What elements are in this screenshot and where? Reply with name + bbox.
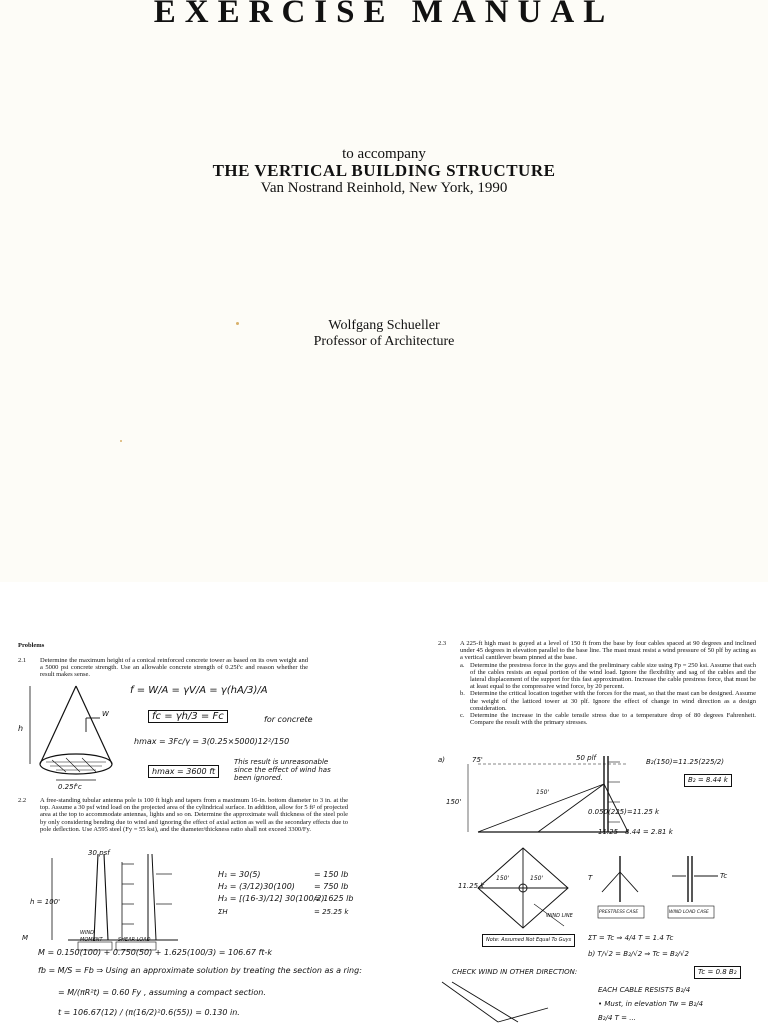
each-cable: EACH CABLE RESISTS B₂/4 <box>598 986 691 994</box>
wind-30psf: 30 psf <box>88 849 110 857</box>
left-column <box>18 582 378 1024</box>
eq-f: f = W/A = γV/A = γ(hA/3)/A <box>130 685 268 696</box>
prestress-case: PRESTRESS CASE <box>599 910 639 915</box>
label-wind: WIND <box>80 930 95 936</box>
eq-1: ΣT = Tc ⇒ 4/4 T = 1.4 Tc <box>588 934 674 942</box>
for-concrete: for concrete <box>264 715 313 724</box>
note-assumed: Note: Assumed Not Equal To Guys <box>482 934 575 947</box>
label-m: M <box>22 934 29 942</box>
cable-sketch <box>438 978 558 1024</box>
problem-text: Determine the maximum height of a conical reinforced concrete tower as based on its own weight and a 5000 psi concrete strength. Use an allowable concrete strength of 0.25f'c and reason whether the result makes sense. <box>40 657 308 679</box>
label-tc: Tc <box>720 872 728 880</box>
problem-number: 2.1 <box>18 657 27 664</box>
problems-heading: Problems <box>18 642 45 649</box>
eq-fb: fb = M/S = Fb ⇒ Using an approximate solution by treating the section as a ring: <box>38 966 362 975</box>
manual-title: EXERCISE MANUAL <box>153 0 615 30</box>
paper-speck <box>120 440 122 442</box>
problem-number: 2.2 <box>18 797 27 804</box>
problem-2-2 <box>18 797 378 833</box>
problem-number: 2.3 <box>438 640 447 647</box>
reaction-1: 0.050(225)=11.25 k <box>588 808 660 816</box>
author-name: Wolfgang Schueller <box>328 318 440 333</box>
hmax-result: hmax = 3600 ft <box>148 765 219 778</box>
problem-part-b: b. Determine the critical location together with the forces for the mast, so that the mast can be designed. Assume the weight of the latticed tower at 30 plf. Ignore the effect of change in wind direction as a design consideration. <box>460 690 756 712</box>
author-role: Professor of Architecture <box>313 334 455 349</box>
eq-h3-val: = 1625 lb <box>314 894 354 903</box>
label-h: h <box>18 724 24 733</box>
problem-part-a: a. Determine the prestress force in the guys and the preliminary cable size using Fp = 250 ksi. Assume that each of the cables resists an equal portion of the wind load. Ignore the flexibility and sag of the cables and the lateral displacement of the support for this fast approximation. Increase the cable prestress force, that must be at least equal to the compressive wind force, by 20 percent. <box>460 661 756 691</box>
accompany-line: to accompany <box>342 146 426 162</box>
b2-result: B₂ = 8.44 k <box>684 774 732 787</box>
label-025fc: 0.25f'c <box>58 783 82 791</box>
eq-hmax: hmax = 3Fc/γ = 3(0.25×5000)12²/150 <box>134 737 290 746</box>
problem-2-3 <box>438 640 756 726</box>
check-wind: CHECK WIND IN OTHER DIRECTION: <box>452 968 578 976</box>
cone-sketch <box>26 682 136 792</box>
eq-h1: H₁ = 30(5) <box>218 870 261 879</box>
sum-h-val: = 25.25 k <box>314 908 349 916</box>
problem-text: A 225-ft high mast is guyed at a level of 150 ft from the base by four cables spaced at 90 degrees and inclined under 45 degrees in elevation parallel to the base line. The mast must resist a wind pressure of 50 plf by acting as a vertical cantilever beam pinned at the base. <box>460 640 756 662</box>
eq-h1-val: = 150 lb <box>314 870 349 879</box>
publisher-line: Van Nostrand Reinhold, New York, 1990 <box>260 180 508 196</box>
label-shear: SHEAR LOAD <box>118 937 151 943</box>
dist-a: 150' <box>496 875 510 882</box>
reaction-2: 11.25 - 8.44 = 2.81 k <box>598 828 673 836</box>
eq-2: b) T/√2 = B₂/√2 ⇒ Tc = B₂/√2 <box>588 950 689 958</box>
label-a: a) <box>438 756 446 764</box>
sum-h: ΣH <box>218 908 228 916</box>
eq-ring: = M/(πR²t) = 0.60 Fy , assuming a compact section. <box>58 988 266 997</box>
hmax-note: This result is unreasonable since the effect of wind has been ignored. <box>234 758 331 782</box>
wind-50plf: 50 plf <box>576 754 596 762</box>
dist-b: 150' <box>530 875 544 882</box>
book-title: THE VERTICAL BUILDING STRUCTURE <box>212 161 556 180</box>
eq-moment: M = 0.150(100) + 0.750(50) + 1.625(100/3) = 106.67 ft-k <box>38 948 273 957</box>
height-150: 150' <box>446 798 462 806</box>
label-w: W <box>102 710 109 718</box>
eq-h3: H₃ = [(16-3)/12] 30(100/2) <box>218 894 325 903</box>
problem-text: A free-standing tubular antenna pole is 100 ft high and tapers from a maximum 16-in. bottom diameter to 3 in. at the top. Assume a 30 psf wind load on the projected area of the cylindrical surface. In addition, allow for 5 ft² of projected area at the top to accommodate antennas, lights and so on. Determine the approximate wall thickness of the steel pole by only considering bending due to wind and ignoring the effect of axial action as well as the secondary effects due to pole deflection. Use A595 steel (Fy = 55 ksi), and the diameter/thickness ratio shall not exceed 3300/Fy. <box>40 797 348 833</box>
eq-fc: fc = γh/3 = Fc <box>148 710 228 723</box>
load-left: 11.25 k <box>458 882 485 890</box>
label-moment: MOMENT <box>80 937 103 943</box>
eq-h2: H₂ = (3/12)30(100) <box>218 882 295 891</box>
eq-thickness: t = 106.67(12) / (π(16/2)²0.6(55)) = 0.130 in. <box>58 1008 240 1017</box>
height-75: 75' <box>472 756 483 764</box>
wind-load-case: WIND LOAD CASE <box>669 910 709 915</box>
bottom-line: B₂/4 T = ... <box>598 1014 636 1022</box>
right-column <box>438 582 756 1024</box>
eq-h2-val: = 750 lb <box>314 882 349 891</box>
paper-speck <box>236 322 239 325</box>
label-force: 150' <box>536 789 550 796</box>
must-line: • Must, in elevation Tw = B₂/4 <box>598 1000 704 1008</box>
pole-height: h = 100' <box>30 898 61 906</box>
wind-line: WIND LINE <box>546 913 573 919</box>
eq-b2: B₂(150)=11.25(225/2) <box>646 758 724 766</box>
problem-part-c: c. Determine the increase in the cable tensile stress due to a temperature drop of 80 degrees Fahrenheit. Compare the result with the primary stresses. <box>460 712 756 727</box>
solutions-sheet <box>0 582 768 1024</box>
label-t: T <box>588 874 593 882</box>
eq-3: Tc = 0.8 B₂ <box>694 966 741 979</box>
problem-2-1 <box>18 657 378 679</box>
